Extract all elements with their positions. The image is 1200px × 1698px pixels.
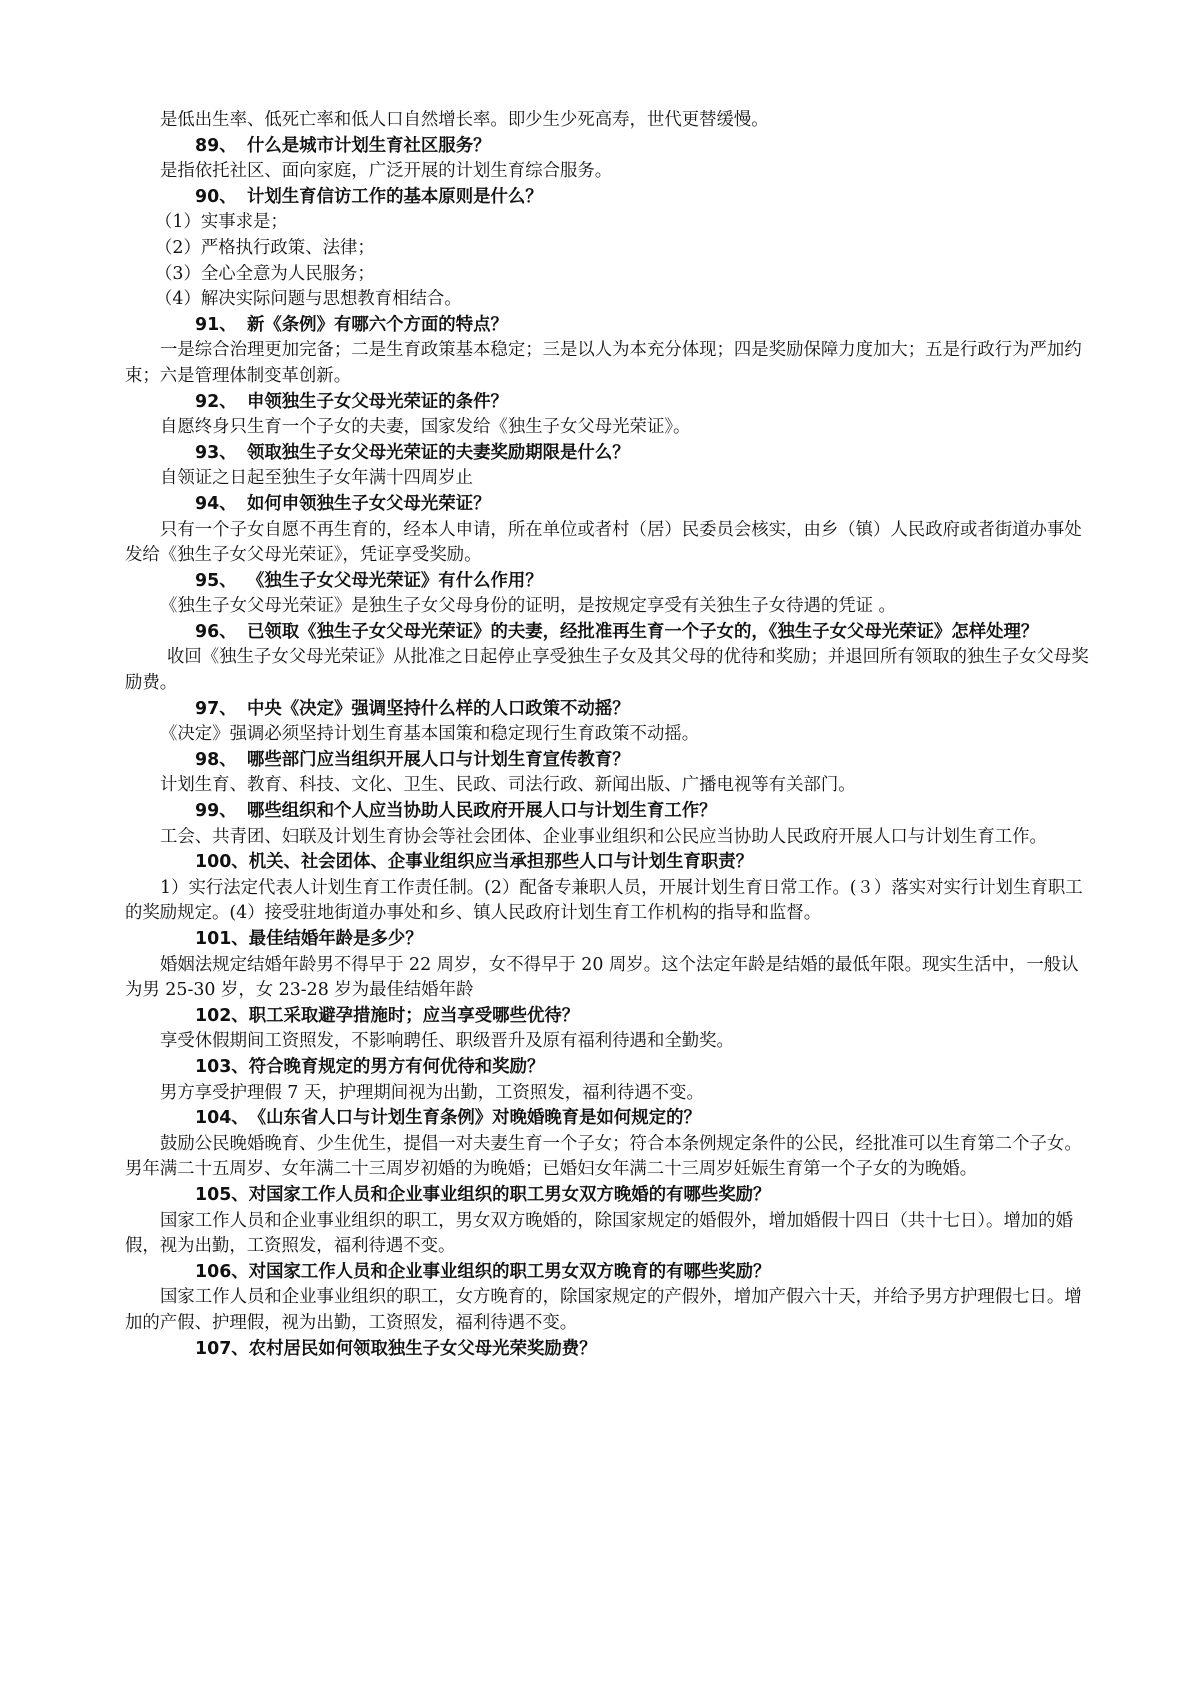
question-heading	[125, 390, 1090, 416]
question-heading	[125, 1337, 1090, 1363]
question-heading	[125, 441, 1090, 467]
question-heading	[125, 697, 1090, 723]
question-text: 什么是城市计划生育社区服务？	[247, 135, 491, 156]
question-number: 91、	[195, 314, 237, 335]
question-text: 新《条例》有哪六个方面的特点？	[247, 314, 508, 335]
answer-paragraph: 只有一个子女自愿不再生育的，经本人申请，所在单位或者村（居）民委员会核实，由乡（镇）人民政府或者街道办事处发给《独生子女父母光荣证》，凭证享受奖励。	[125, 519, 1082, 566]
question-heading	[125, 748, 1090, 774]
question-number: 103、	[195, 1056, 249, 1077]
answer-paragraph: 国家工作人员和企业事业组织的职工，男女双方晚婚的，除国家规定的婚假外，增加婚假十四日（共十七日）。增加的婚假，视为出勤，工资照发，福利待遇不变。	[125, 1210, 1074, 1257]
question-number: 89、	[195, 135, 237, 156]
question-text: 哪些组织和个人应当协助人民政府开展人口与计划生育工作？	[247, 801, 717, 822]
answer-paragraph: 国家工作人员和企业事业组织的职工，女方晚育的，除国家规定的产假外，增加产假六十天，并给予男方护理假七日。增加的产假、护理假，视为出勤，工资照发，福利待遇不变。	[125, 1287, 1082, 1333]
question-text: 计划生育信访工作的基本原则是什么？	[247, 186, 543, 207]
question-text: 职工采取避孕措施时；应当享受哪些优待？	[248, 1005, 580, 1026]
question-heading	[125, 927, 1090, 953]
question-number: 95、	[195, 570, 237, 591]
document-body	[125, 108, 1090, 1362]
question-text: 中央《决定》强调坚持什么样的人口政策不动摇？	[247, 698, 630, 719]
question-number: 99、	[195, 801, 237, 822]
answer-paragraph: 1）实行法定代表人计划生育工作责任制。(2）配备专兼职人员，开展计划生育日常工作。(３）落实对实行计划生育职工的奖励规定。(4）接受驻地街道办事处和乡、镇人民政府计划生育工作机构的指导和监督。	[125, 877, 1083, 924]
answer-paragraph: 收回《独生子女父母光荣证》从批准之日起停止享受独生子女及其父母的优待和奖励；并退回所有领取的独生子女父母奖励费。	[125, 647, 1089, 694]
question-text: 最佳结婚年龄是多少？	[248, 929, 423, 949]
question-text: 《独生子女父母光荣证》有什么作用？	[247, 570, 543, 591]
question-number: 105、	[195, 1184, 249, 1205]
answer-paragraph: 自愿终身只生育一个子女的夫妻，国家发给《独生子女父母光荣证》。	[160, 417, 691, 438]
question-number: 101、	[195, 929, 249, 949]
question-text: 申领独生子女父母光荣证的条件？	[247, 391, 508, 412]
question-heading	[125, 1004, 1090, 1030]
question-text: 哪些部门应当组织开展人口与计划生育宣传教育？	[247, 749, 630, 770]
question-heading	[125, 620, 1090, 646]
question-heading	[125, 799, 1090, 825]
question-text: 对国家工作人员和企业事业组织的职工男女双方晚育的有哪些奖励？	[248, 1261, 771, 1282]
question-text: 对国家工作人员和企业事业组织的职工男女双方晚婚的有哪些奖励？	[248, 1184, 771, 1205]
question-heading	[125, 492, 1090, 518]
answer-paragraph: 婚姻法规定结婚年龄男不得早于 22 周岁，女不得早于 20 周岁。这个法定年龄是结婚的最低年限。现实生活中，一般认为男 25-30 岁，女 23-28 岁为最佳结婚年龄	[125, 954, 1079, 1001]
answer-paragraph: 是指依托社区、面向家庭，广泛开展的计划生育综合服务。	[160, 161, 613, 182]
question-heading	[125, 1106, 1090, 1132]
list-item: （4）解决实际问题与思想教育相结合。	[155, 289, 462, 310]
question-number: 102、	[195, 1005, 249, 1026]
answer-paragraph: 男方享受护理假 7 天，护理期间视为出勤，工资照发，福利待遇不变。	[160, 1082, 704, 1103]
question-number: 94、	[195, 493, 237, 514]
list-item: （3）全心全意为人民服务；	[155, 263, 375, 284]
question-heading	[125, 850, 1090, 876]
answer-paragraph: 自领证之日起至独生子女年满十四周岁止	[160, 468, 474, 489]
answer-paragraph: 工会、共青团、妇联及计划生育协会等社会团体、企业事业组织和公民应当协助人民政府开展人口与计划生育工作。	[160, 826, 1047, 847]
question-number: 98、	[195, 749, 237, 770]
question-text: 已领取《独生子女父母光荣证》的夫妻，经批准再生育一个子女的，《独生子女父母光荣证》怎样处理？	[247, 621, 1039, 642]
question-number: 100、	[195, 852, 249, 873]
question-number: 92、	[195, 391, 237, 412]
question-heading	[125, 185, 1090, 211]
question-text: 如何申领独生子女父母光荣证？	[247, 493, 491, 514]
question-text: 符合晚育规定的男方有何优待和奖励？	[248, 1056, 545, 1077]
question-number: 97、	[195, 698, 237, 719]
answer-paragraph: 享受休假期间工资照发，不影响聘任、职级晋升及原有福利待遇和全勤奖。	[160, 1031, 734, 1052]
answer-paragraph: 《独生子女父母光荣证》是独生子女父母身份的证明，是按规定享受有关独生子女待遇的凭证 。	[160, 596, 896, 617]
question-text: 机关、社会团体、企事业组织应当承担那些人口与计划生育职责？	[248, 852, 754, 873]
question-text: 农村居民如何领取独生子女父母光荣奖励费？	[248, 1338, 597, 1359]
answer-paragraph: 计划生育、教育、科技、文化、卫生、民政、司法行政、新闻出版、广播电视等有关部门。	[160, 775, 856, 796]
question-number: 93、	[195, 442, 237, 463]
list-item: （1）实事求是；	[155, 212, 288, 233]
question-heading	[125, 569, 1090, 595]
list-item: （2）严格执行政策、法律；	[155, 237, 375, 258]
question-number: 104、	[195, 1108, 249, 1129]
question-number: 90、	[195, 186, 237, 207]
question-heading	[125, 134, 1090, 160]
question-number: 96、	[195, 621, 237, 642]
question-heading	[125, 1055, 1090, 1081]
question-number: 107、	[195, 1338, 249, 1359]
question-heading	[125, 1183, 1090, 1209]
answer-paragraph: 是低出生率、低死亡率和低人口自然增长率。即少生少死高寿，世代更替缓慢。	[160, 110, 769, 130]
question-text: 《山东省人口与计划生育条例》对晚婚晚育是如何规定的？	[248, 1108, 701, 1129]
answer-paragraph: 鼓励公民晚婚晚育、少生优生，提倡一对夫妻生育一个子女；符合本条例规定条件的公民，经批准可以生育第二个子女。男年满二十五周岁、女年满二十三周岁初婚的为晚婚；已婚妇女年满二十三周岁妊娠生育第一个子女的为晚婚。	[125, 1133, 1082, 1180]
question-heading	[125, 1260, 1090, 1286]
answer-paragraph: 一是综合治理更加完备；二是生育政策基本稳定；三是以人为本充分体现；四是奖励保障力度加大；五是行政行为严加约束；六是管理体制变革创新。	[125, 340, 1082, 386]
question-text: 领取独生子女父母光荣证的夫妻奖励期限是什么？	[247, 442, 630, 463]
answer-paragraph: 《决定》强调必须坚持计划生育基本国策和稳定现行生育政策不动摇。	[160, 724, 700, 745]
question-number: 106、	[195, 1261, 249, 1282]
question-heading	[125, 313, 1090, 339]
